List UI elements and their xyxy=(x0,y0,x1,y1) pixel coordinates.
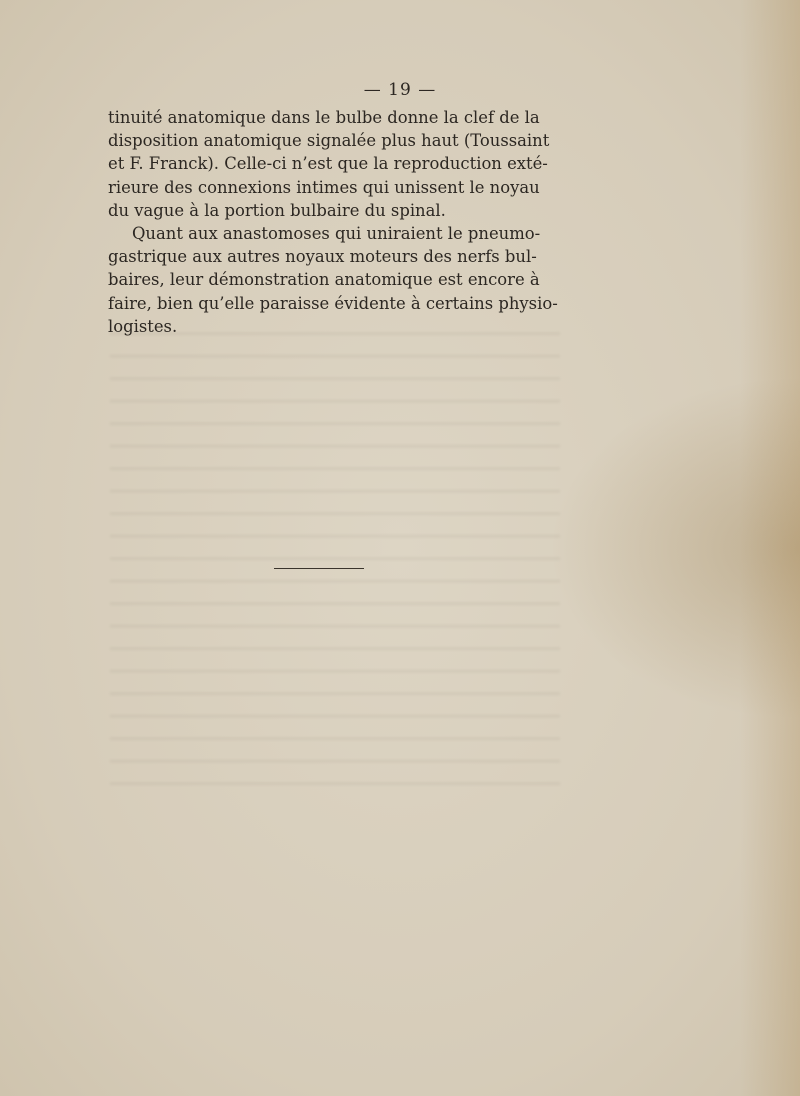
page-number: — 19 — xyxy=(363,80,437,100)
section-divider xyxy=(274,568,364,569)
text-line: disposition anatomique signalée plus haut (Toussaint xyxy=(108,131,550,151)
text-line: du vague à la portion bulbaire du spinal. xyxy=(108,200,446,220)
paragraph xyxy=(108,222,558,338)
text-line: faire, bien qu’elle paraisse évidente à certains physio- xyxy=(108,293,558,313)
text-line: et F. Franck). Celle-ci n’est que la reproduction exté- xyxy=(108,154,548,174)
text-line: gastrique aux autres noyaux moteurs des nerfs bul- xyxy=(108,247,537,267)
text-line: tinuité anatomique dans le bulbe donne la clef de la xyxy=(108,108,540,127)
text-line: rieure des connexions intimes qui unissent le noyau xyxy=(108,177,540,197)
text-line: logistes. xyxy=(108,316,178,336)
body-text xyxy=(108,106,558,338)
show-through-text xyxy=(110,318,560,798)
text-line: baires, leur démonstration anatomique est encore à xyxy=(108,270,540,290)
text-line: Quant aux anastomoses qui uniraient le pneumo- xyxy=(132,224,541,244)
paragraph xyxy=(108,106,550,222)
